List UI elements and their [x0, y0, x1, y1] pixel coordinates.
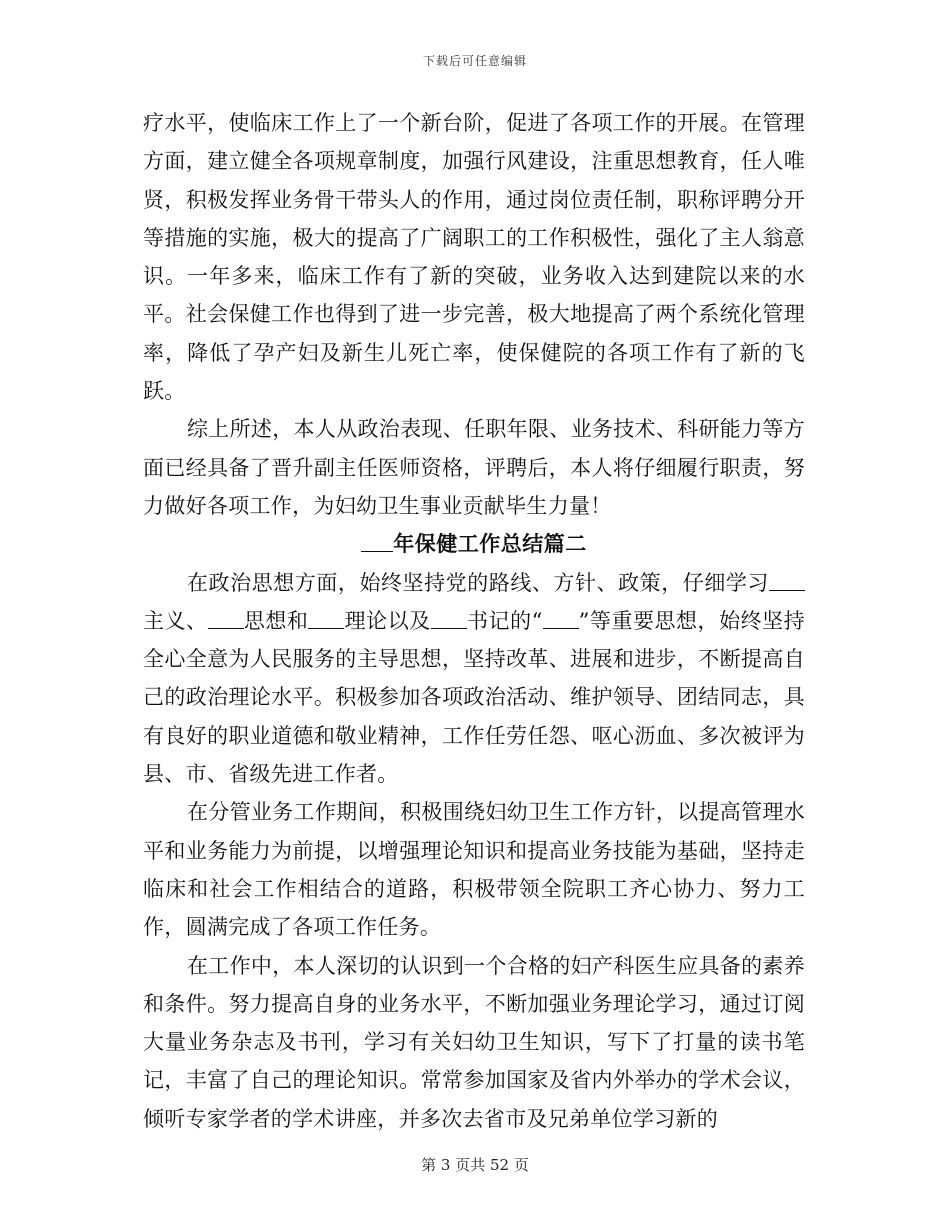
- heading-text: 年保健工作总结篇二: [393, 532, 587, 557]
- fill-blank: [543, 608, 579, 629]
- paragraph-study: 在工作中，本人深切的认识到一个合格的妇产科医生应具备的素养和条件。努力提高自身的业务水平，不断加强业务理论学习，通过订阅大量业务杂志及书刊，学习有关妇幼卫生知识，写下了打量的读书笔记，丰富了自己的理论知识。常常参加国家及省内外举办的学术会议，倾听专家学者的学术讲座，并多次去省市及兄弟单位学习新的: [143, 953, 805, 1131]
- paragraph-continued: 疗水平，使临床工作上了一个新台阶，促进了各项工作的开展。在管理方面，建立健全各项规章制度，加强行风建设，注重思想教育，任人唯贤，积极发挥业务骨干带头人的作用，通过岗位责任制，职称评聘分开等措施的实施，极大的提高了广阔职工的工作积极性，强化了主人翁意识。一年多来，临床工作有了新的突破，业务收入达到建院以来的水平。社会保健工作也得到了进一步完善，极大地提高了两个系统化管理率，降低了孕产妇及新生儿死亡率，使保健院的各项工作有了新的飞跃。: [143, 111, 805, 404]
- header-note: 下载后可任意编辑: [422, 54, 527, 68]
- paragraph-summary: 综上所述，本人从政治表现、任职年限、业务技术、科研能力等方面已经具备了晋升副主任医师资格，评聘后，本人将仔细履行职责，努力做好各项工作，为妇幼卫生事业贡献毕生力量！: [143, 417, 805, 518]
- p3-text-a: 在政治思想方面，始终坚持党的路线、方针、政策，仔细学习: [187, 570, 769, 595]
- heading-blank: [361, 531, 393, 552]
- page-number: 第 3 页共 52 页: [421, 1156, 529, 1174]
- fill-blank: [769, 570, 805, 591]
- fill-blank: [208, 608, 244, 629]
- document-body: [143, 104, 805, 1138]
- paragraph-politics: [143, 564, 805, 794]
- p3-text-f: ”等重要思想，始终坚持全心全意为人民服务的主导思想，坚持改革、进展和进步，不断提高自己的政治理论水平。积极参加各项政治活动、维护领导、团结同志，具有良好的职业道德和敬业精神，工作任劳任怨、呕心沥血、多次被评为县、市、省级先进工作者。: [143, 608, 805, 787]
- p3-text-e: 书记的“: [466, 608, 543, 633]
- fill-blank: [308, 608, 344, 629]
- fill-blank: [431, 608, 467, 629]
- p3-text-b: 主义、: [143, 608, 208, 633]
- p3-text-d: 理论以及: [344, 608, 431, 633]
- paragraph-management: 在分管业务工作期间，积极围绕妇幼卫生工作方针，以提高管理水平和业务能力为前提，以增强理论知识和提高业务技能为基础，坚持走临床和社会工作相结合的道路，积极带领全院职工齐心协力、努力工作，圆满完成了各项工作任务。: [143, 800, 805, 940]
- p3-text-c: 思想和: [243, 608, 309, 633]
- section-heading: [143, 525, 805, 563]
